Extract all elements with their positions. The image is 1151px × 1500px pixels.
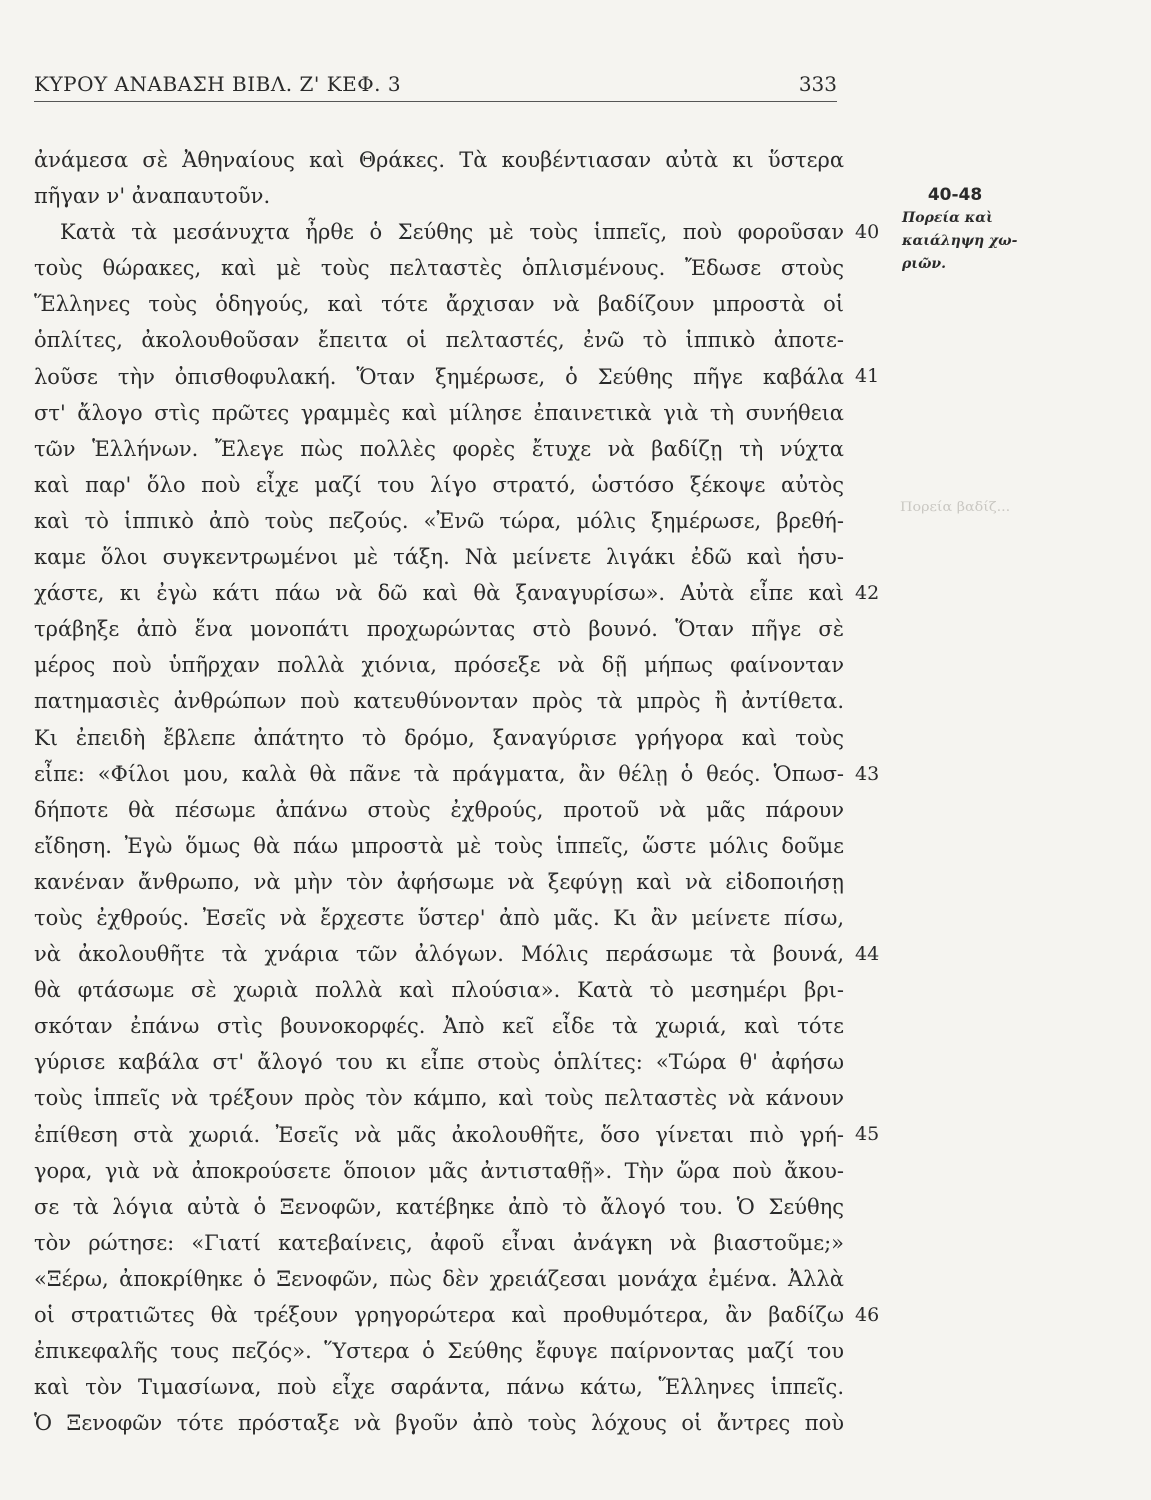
margin-caption-line: ριῶν. [902, 256, 947, 272]
text-line: καὶ τὸν Τιμασίωνα, ποὺ εἶχε σαράντα, πάνω κάτω, Ἕλληνες ἱππεῖς. [34, 1375, 844, 1400]
section-number-42: 42 [855, 582, 880, 604]
page-number: 333 [798, 72, 837, 96]
section-number-46: 46 [855, 1304, 880, 1326]
text-line: σε τὰ λόγια αὐτὰ ὁ Ξενοφῶν, κατέβηκε ἀπὸ τὸ ἄλογό του. Ὁ Σεύθης [34, 1194, 844, 1219]
text-line: γύρισε καβάλα στ' ἄλογό του κι εἶπε στοὺς ὁπλίτες: «Τώρα θ' ἀφήσω [34, 1050, 844, 1075]
section-number-44: 44 [855, 943, 880, 965]
text-line: δήποτε θὰ πέσωμε ἀπάνω στοὺς ἐχθρούς, προτοῦ νὰ μᾶς πάρουν [34, 797, 844, 822]
text-line: «Ξέρω, ἀποκρίθηκε ὁ Ξενοφῶν, πὼς δὲν χρειάζεσαι μονάχα ἐμένα. Ἀλλὰ [34, 1266, 844, 1291]
text-line: ἀνάμεσα σὲ Ἀθηναίους καὶ Θράκες. Τὰ κουβέντιασαν αὐτὰ κι ὕστερα [34, 148, 844, 172]
margin-caption-line: Πορεία καὶ [902, 210, 993, 226]
header-rule [34, 101, 837, 102]
text-line: πατημασιὲς ἀνθρώπων ποὺ κατευθύνονταν πρὸς τὰ μπρὸς ἢ ἀντίθετα. [34, 689, 844, 714]
text-line: πῆγαν ν' ἀναπαυτοῦν. [34, 184, 271, 209]
text-line: τοὺς ἱππεῖς νὰ τρέξουν πρὸς τὸν κάμπο, καὶ τοὺς πελταστὲς νὰ κάνουν [34, 1086, 844, 1111]
text-line: σκόταν ἐπάνω στὶς βουνοκορφές. Ἀπὸ κεῖ εἶδε τὰ χωριά, καὶ τότε [34, 1014, 844, 1039]
text-line: τοὺς θώρακες, καὶ μὲ τοὺς πελταστὲς ὁπλισμένους. Ἔδωσε στοὺς [34, 256, 844, 281]
margin-note-caption [890, 207, 1020, 276]
body-text [34, 142, 844, 1441]
section-number-45: 45 [855, 1123, 880, 1145]
text-line: καὶ παρ' ὅλο ποὺ εἶχε μαζί του λίγο στρατό, ὡστόσο ξέκοψε αὐτὸς [34, 472, 844, 497]
text-line: τοὺς ἐχθρούς. Ἐσεῖς νὰ ἔρχεστε ὕστερ' ἀπὸ μᾶς. Κι ἂν μείνετε πίσω, [34, 905, 844, 930]
text-line: καὶ τὸ ἱππικὸ ἀπὸ τοὺς πεζούς. «Ἐνῶ τώρα, μόλις ξημέρωσε, βρεθή- [34, 508, 844, 533]
text-line: εἶπε: «Φίλοι μου, καλὰ θὰ πᾶνε τὰ πράγματα, ἂν θέλῃ ὁ θεός. Ὁπωσ- [34, 761, 844, 786]
text-line: στ' ἄλογο στὶς πρῶτες γραμμὲς καὶ μίλησε ἐπαινετικὰ γιὰ τὴ συνήθεια [34, 400, 844, 425]
text-line: Κατὰ τὰ μεσάνυχτα ἦρθε ὁ Σεύθης μὲ τοὺς ἱππεῖς, ποὺ φοροῦσαν [60, 220, 844, 245]
text-line: τὸν ρώτησε: «Γιατί κατεβαίνεις, ἀφοῦ εἶναι ἀνάγκη νὰ βιαστοῦμε;» [34, 1230, 844, 1255]
text-line: ἐπικεφαλῆς τους πεζός». Ὕστερα ὁ Σεύθης ἔφυγε παίρνοντας μαζί του [34, 1339, 844, 1364]
text-line: ὁπλίτες, ἀκολουθοῦσαν ἔπειτα οἱ πελταστές, ἐνῶ τὸ ἱππικὸ ἀποτε- [34, 328, 844, 353]
section-number-41: 41 [855, 365, 880, 387]
margin-note [890, 183, 1020, 276]
section-number-43: 43 [855, 763, 880, 785]
text-line: Κι ἐπειδὴ ἔβλεπε ἀπάτητο τὸ δρόμο, ξαναγύρισε γρήγορα καὶ τοὺς [34, 725, 844, 750]
text-line: εἴδηση. Ἐγὼ ὅμως θὰ πάω μπροστὰ μὲ τοὺς ἱππεῖς, ὥστε μόλις δοῦμε [34, 833, 844, 858]
text-line: θὰ φτάσωμε σὲ χωριὰ πολλὰ καὶ πλούσια». Κατὰ τὸ μεσημέρι βρι- [34, 978, 844, 1003]
text-line: τῶν Ἑλλήνων. Ἔλεγε πὼς πολλὲς φορὲς ἔτυχε νὰ βαδίζῃ τὴ νύχτα [34, 436, 844, 461]
section-number-40: 40 [855, 221, 880, 243]
text-line: νὰ ἀκολουθῆτε τὰ χνάρια τῶν ἀλόγων. Μόλις περάσωμε τὰ βουνά, [34, 942, 844, 967]
text-line: χάστε, κι ἐγὼ κάτι πάω νὰ δῶ καὶ θὰ ξαναγυρίσω». Αὐτὰ εἶπε καὶ [34, 581, 844, 606]
running-title: ΚΥΡΟΥ ΑΝΑΒΑΣΗ ΒΙΒΛ. Ζ' ΚΕΦ. 3 [34, 72, 402, 96]
margin-note-range: 40-48 [927, 185, 983, 205]
text-line: τράβηξε ἀπὸ ἕνα μονοπάτι προχωρώντας στὸ βουνό. Ὅταν πῆγε σὲ [34, 617, 844, 642]
text-line: καμε ὅλοι συγκεντρωμένοι μὲ τάξη. Νὰ μείνετε λιγάκι ἐδῶ καὶ ἡσυ- [34, 545, 844, 570]
text-line: γορα, γιὰ νὰ ἀποκρούσετε ὅποιον μᾶς ἀντισταθῇ». Τὴν ὥρα ποὺ ἄκου- [34, 1158, 844, 1183]
text-line: ἐπίθεση στὰ χωριά. Ἐσεῖς νὰ μᾶς ἀκολουθῆτε, ὅσο γίνεται πιὸ γρή- [34, 1122, 844, 1147]
text-line: κανέναν ἄνθρωπο, νὰ μὴν τὸν ἀφήσωμε νὰ ξεφύγῃ καὶ νὰ εἰδοποιήσῃ [34, 869, 844, 894]
bleed-through-text: Πορεία βαδίζ... [899, 500, 1011, 515]
margin-caption-line: καιάληψη χω- [902, 233, 1018, 249]
running-header [34, 72, 837, 102]
text-line: Ἕλληνες τοὺς ὁδηγούς, καὶ τότε ἄρχισαν νὰ βαδίζουν μπροστὰ οἱ [34, 292, 844, 317]
text-line: λοῦσε τὴν ὀπισθοφυλακή. Ὅταν ξημέρωσε, ὁ Σεύθης πῆγε καβάλα [34, 364, 844, 389]
text-line: Ὁ Ξενοφῶν τότε πρόσταξε νὰ βγοῦν ἀπὸ τοὺς λόχους οἱ ἄντρες ποὺ [34, 1411, 844, 1436]
text-line: οἱ στρατιῶτες θὰ τρέξουν γρηγορώτερα καὶ προθυμότερα, ἂν βαδίζω [34, 1303, 844, 1327]
text-line: μέρος ποὺ ὑπῆρχαν πολλὰ χιόνια, πρόσεξε νὰ δῇ μήπως φαίνονταν [34, 653, 844, 678]
